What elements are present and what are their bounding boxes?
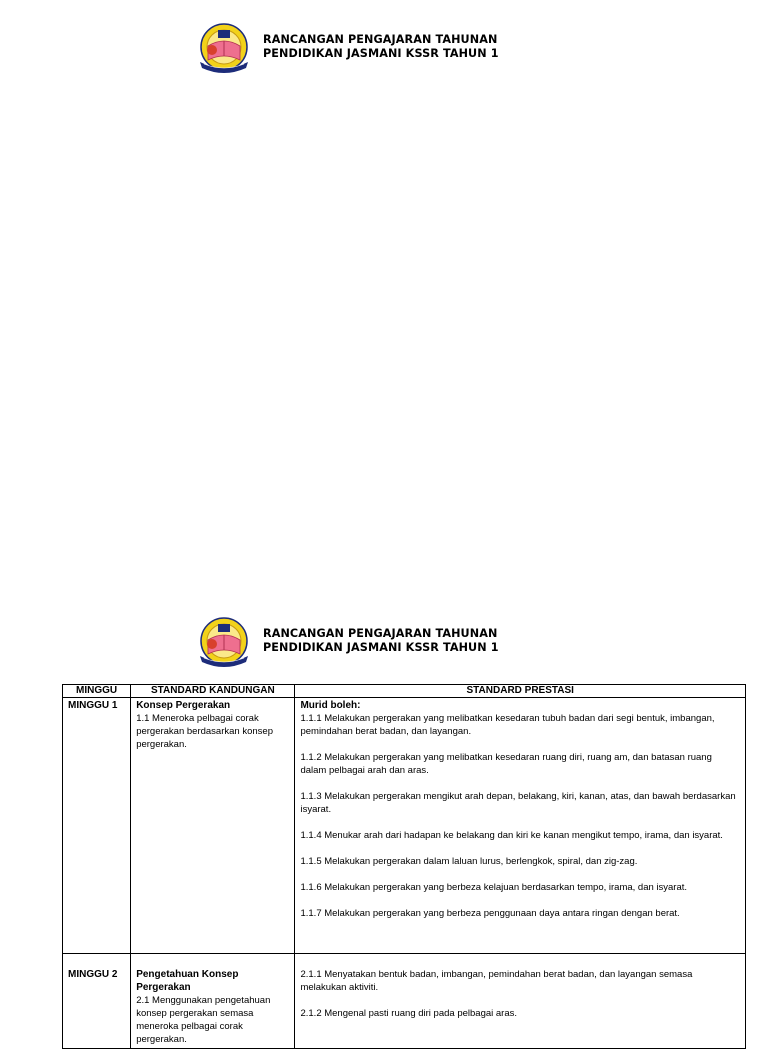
standard-prestasi-item: 1.1.7 Melakukan pergerakan yang berbeza penggunaan daya antara ringan dengan berat. xyxy=(300,908,680,919)
standard-prestasi-item: 2.1.2 Mengenal pasti ruang diri pada pelbagai aras. xyxy=(300,1008,518,1019)
standard-kandungan-text: 2.1 Menggunakan pengetahuan konsep pergerakan semasa meneroka pelbagai corak pergerakan. xyxy=(136,995,271,1045)
standard-kandungan-title: Pengetahuan Konsep Pergerakan xyxy=(136,969,239,993)
school-crest-logo-icon xyxy=(194,22,254,76)
table-row xyxy=(63,698,746,954)
table-row xyxy=(63,954,746,1049)
rpt-table-container xyxy=(62,684,746,1045)
document-title-line-2: PENDIDIKAN JASMANI KSSR TAHUN 1 xyxy=(263,46,499,60)
standard-prestasi-item: 1.1.3 Melakukan pergerakan mengikut arah depan, belakang, kiri, kanan, atas, dan bawah berdasarkan isyarat. xyxy=(300,791,736,815)
standard-kandungan-title: Konsep Pergerakan xyxy=(136,700,231,711)
standard-prestasi-item: 1.1.4 Menukar arah dari hadapan ke belakang dan kiri ke kanan mengikut tempo, irama, dan isyarat. xyxy=(300,830,723,841)
standard-prestasi-item: 1.1.1 Melakukan pergerakan yang melibatkan kesedaran tubuh badan dari segi bentuk, imbangan, pemindahan berat badan, dan layangan. xyxy=(300,713,715,737)
column-header-minggu: MINGGU xyxy=(63,685,131,698)
school-crest-logo-icon xyxy=(194,616,254,670)
rpt-table xyxy=(62,684,746,1049)
table-header-row xyxy=(63,685,746,698)
column-header-standard-kandungan: STANDARD KANDUNGAN xyxy=(131,685,295,698)
week-label: MINGGU 1 xyxy=(68,700,118,711)
standard-prestasi-item: 1.1.6 Melakukan pergerakan yang berbeza kelajuan berdasarkan tempo, irama, dan isyarat. xyxy=(300,882,688,893)
week-label: MINGGU 2 xyxy=(68,969,118,980)
standard-prestasi-intro: Murid boleh: xyxy=(300,700,361,711)
page-header-top xyxy=(0,22,768,78)
standard-prestasi-item: 1.1.5 Melakukan pergerakan dalam laluan lurus, berlengkok, spiral, dan zig-zag. xyxy=(300,856,638,867)
standard-kandungan-text: 1.1 Meneroka pelbagai corak pergerakan berdasarkan konsep pergerakan. xyxy=(136,713,273,750)
page-header-second xyxy=(0,616,768,672)
document-title-line-1: RANCANGAN PENGAJARAN TAHUNAN xyxy=(263,33,498,46)
document-title-line-1: RANCANGAN PENGAJARAN TAHUNAN xyxy=(263,627,498,640)
document-title-line-2: PENDIDIKAN JASMANI KSSR TAHUN 1 xyxy=(263,640,499,654)
standard-prestasi-item: 2.1.1 Menyatakan bentuk badan, imbangan, pemindahan berat badan, dan layangan semasa melakukan aktiviti. xyxy=(300,969,693,993)
column-header-standard-prestasi: STANDARD PRESTASI xyxy=(295,685,746,698)
standard-prestasi-item: 1.1.2 Melakukan pergerakan yang melibatkan kesedaran ruang diri, ruang am, dan batasan ruang dalam pelbagai arah dan aras. xyxy=(300,752,712,776)
